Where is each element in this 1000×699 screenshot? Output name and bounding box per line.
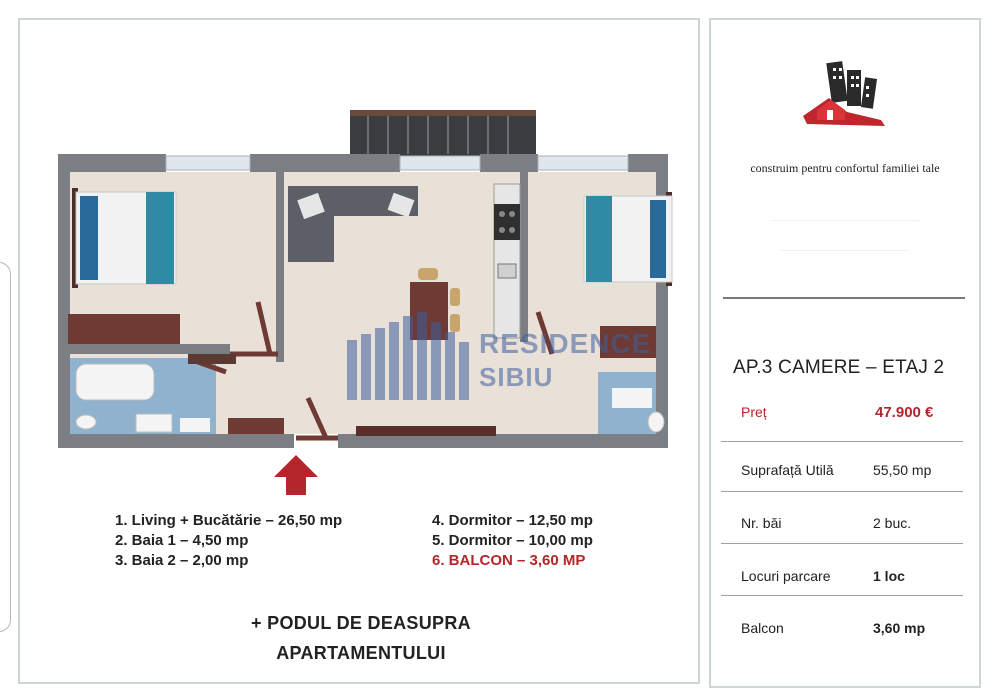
- company-logo: [799, 58, 889, 130]
- price-row: [721, 392, 963, 442]
- legend-right: [432, 511, 593, 571]
- row-value: 2 buc.: [873, 515, 912, 531]
- details-panel: [709, 18, 981, 688]
- company-tagline: construim pentru confortul familiei tale: [750, 161, 940, 175]
- bathrooms-row: [721, 494, 963, 544]
- floor-plan-panel: [18, 18, 700, 684]
- row-label: Balcon: [741, 620, 784, 636]
- balcony-row: [721, 598, 963, 648]
- divider: [721, 543, 963, 544]
- residence-sibiu-watermark: [347, 312, 667, 402]
- attic-note-line2: APARTAMENTULUI: [276, 643, 446, 663]
- row-value: 3,60 mp: [873, 620, 926, 636]
- legend-item: 4. Dormitor – 12,50 mp: [432, 512, 593, 529]
- parking-row: [721, 546, 963, 596]
- divider: [721, 595, 963, 596]
- row-label: Nr. băi: [741, 515, 782, 531]
- legend-item: 5. Dormitor – 10,00 mp: [432, 532, 593, 549]
- divider: [723, 297, 965, 299]
- legend-item: 3. Baia 2 – 2,00 mp: [115, 552, 249, 569]
- price-value: 47.900 €: [875, 404, 934, 421]
- legend-left: [115, 511, 342, 571]
- row-value: 55,50 mp: [873, 462, 932, 478]
- legend-item: 2. Baia 1 – 4,50 mp: [115, 532, 249, 549]
- entrance-arrow-icon: [272, 453, 320, 497]
- divider: [781, 250, 909, 251]
- edge-curve: [0, 262, 11, 632]
- row-label: Preț: [741, 404, 767, 420]
- row-label: Suprafață Utilă: [741, 462, 834, 478]
- apartment-title: AP.3 CAMERE – ETAJ 2: [733, 357, 945, 378]
- building-watermark-icon: [347, 312, 475, 400]
- attic-note: [20, 608, 702, 668]
- row-label: Locuri parcare: [741, 568, 831, 584]
- legend-item-balcony: 6. BALCON – 3,60 MP: [432, 552, 586, 569]
- watermark-line1: RESIDENCE: [479, 328, 652, 359]
- area-row: [721, 442, 963, 492]
- attic-note-line1: + PODUL DE DEASUPRA: [251, 613, 471, 633]
- row-value: 1 loc: [873, 568, 905, 584]
- watermark-line2: SIBIU: [479, 362, 554, 392]
- legend-item: 1. Living + Bucătărie – 26,50 mp: [115, 512, 343, 529]
- divider: [771, 220, 919, 221]
- divider: [721, 491, 963, 492]
